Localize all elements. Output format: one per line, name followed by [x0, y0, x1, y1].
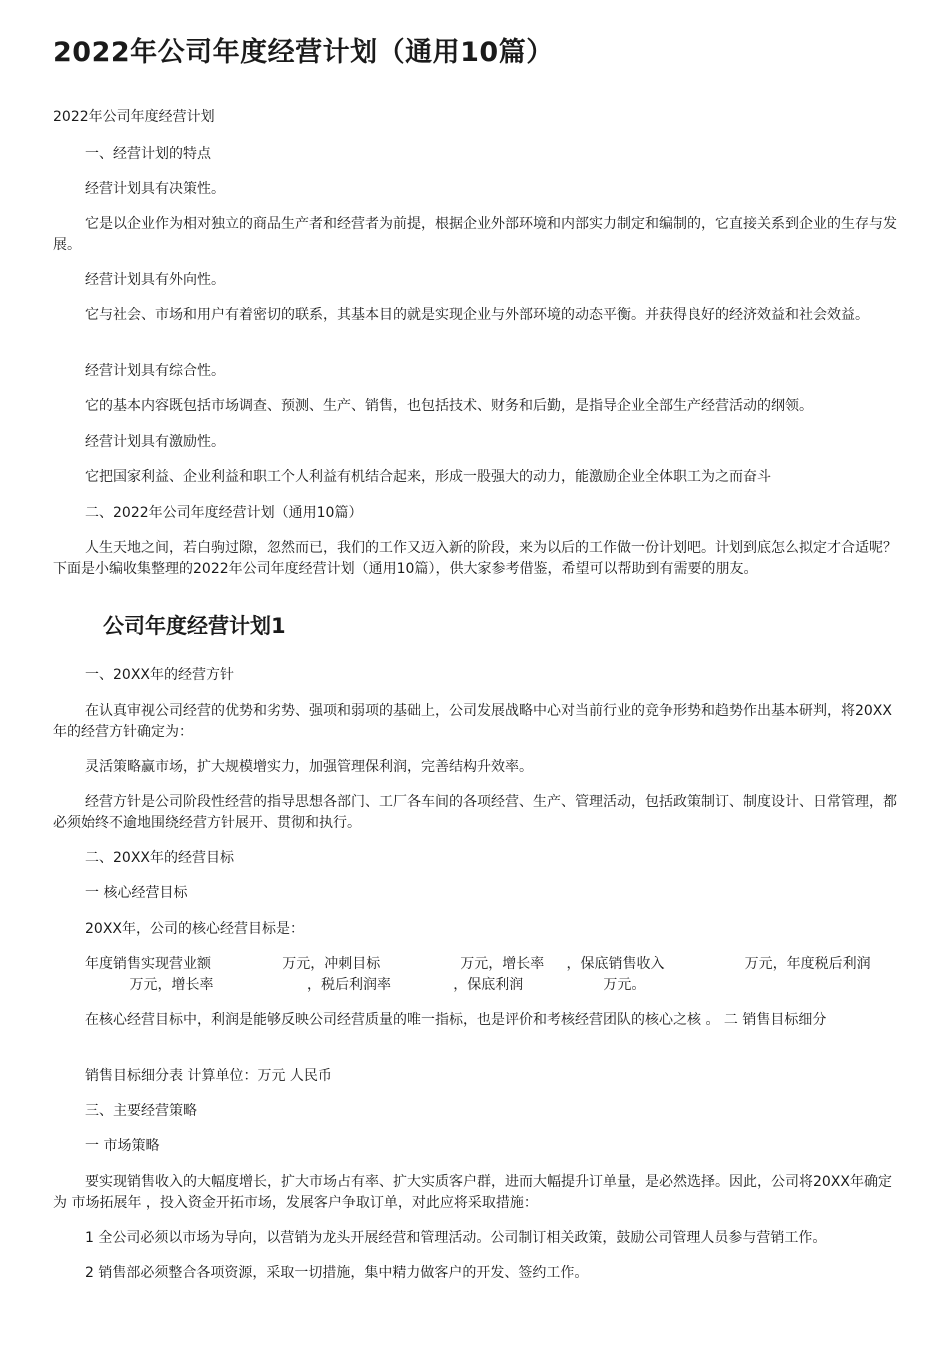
heading-market-strategy: 一 市场策略 [85, 1138, 160, 1154]
heading-policy: 一、20XX年的经营方针 [85, 667, 234, 683]
paragraph: 经营方针是公司阶段性经营的指导思想各部门、工厂各车间的各项经营、生产、管理活动，包括政策制订、制度设计、日常管理，都必须始终不逾地围绕经营方针展开、贯彻和执行。 [53, 794, 897, 831]
paragraph: 经营计划具有综合性。 [85, 363, 225, 379]
document-subtitle: 2022年公司年度经营计划 [53, 109, 215, 125]
targets-line: 年度销售实现营业额 万元，冲刺目标 万元，增长率 ，保底销售收入 万元，年度税后利润 [85, 956, 871, 972]
list-item: 2 销售部必须整合各项资源，采取一切措施，集中精力做客户的开发、签约工作。 [85, 1265, 589, 1281]
paragraph: 20XX年，公司的核心经营目标是： [85, 921, 304, 937]
paragraph: 经营计划具有外向性。 [85, 272, 225, 288]
list-item: 1 全公司必须以市场为导向，以营销为龙头开展经营和管理活动。公司制订相关政策，鼓励公司管理人员参与营销工作。 [85, 1230, 827, 1246]
paragraph: 人生天地之间，若白驹过隙，忽然而已，我们的工作又迈入新的阶段，来为以后的工作做一份计划吧。计划到底怎么拟定才合适呢？下面是小编收集整理的2022年公司年度经营计划（通用10篇），供大家参考借鉴，希望可以帮助到有需要的朋友。 [53, 540, 897, 577]
document-title: 2022年公司年度经营计划（通用10篇） [53, 37, 554, 68]
paragraph: 它与社会、市场和用户有着密切的联系，其基本目的就是实现企业与外部环境的动态平衡。并获得良好的经济效益和社会效益。 [85, 307, 869, 323]
heading-goals: 二、20XX年的经营目标 [85, 850, 234, 866]
targets-block [85, 954, 915, 996]
targets-line: 万元，增长率 ，税后利润率 ，保底利润 万元。 [85, 977, 646, 993]
paragraph: 销售目标细分表 计算单位：万元 人民币 [85, 1068, 332, 1084]
paragraph: 要实现销售收入的大幅度增长，扩大市场占有率、扩大实质客户群，进而大幅提升订单量，是必然选择。因此，公司将20XX年确定为 市场拓展年 ，投入资金开拓市场，发展客户争取订单，对此应将采取措施： [53, 1174, 892, 1211]
heading-annual-plan: 二、2022年公司年度经营计划（通用10篇） [85, 505, 363, 521]
paragraph: 在核心经营目标中，利润是能够反映公司经营质量的唯一指标，也是评价和考核经营团队的核心之核 。 二 销售目标细分 [85, 1012, 827, 1028]
paragraph: 它是以企业作为相对独立的商品生产者和经营者为前提，根据企业外部环境和内部实力制定和编制的，它直接关系到企业的生存与发展。 [53, 216, 897, 253]
section-heading: 公司年度经营计划1 [103, 614, 286, 638]
paragraph: 灵活策略赢市场，扩大规模增实力，加强管理保利润，完善结构升效率。 [85, 759, 533, 775]
heading-core-goals: 一 核心经营目标 [85, 885, 188, 901]
paragraph: 经营计划具有激励性。 [85, 434, 225, 450]
paragraph: 在认真审视公司经营的优势和劣势、强项和弱项的基础上，公司发展战略中心对当前行业的竞争形势和趋势作出基本研判，将20XX年的经营方针确定为： [53, 703, 892, 740]
heading-plan-features: 一、经营计划的特点 [85, 146, 211, 162]
paragraph: 它把国家利益、企业利益和职工个人利益有机结合起来，形成一股强大的动力，能激励企业全体职工为之而奋斗 [85, 469, 771, 485]
heading-strategy: 三、主要经营策略 [85, 1103, 197, 1119]
paragraph: 它的基本内容既包括市场调查、预测、生产、销售，也包括技术、财务和后勤，是指导企业全部生产经营活动的纲领。 [85, 398, 813, 414]
paragraph: 经营计划具有决策性。 [85, 181, 225, 197]
